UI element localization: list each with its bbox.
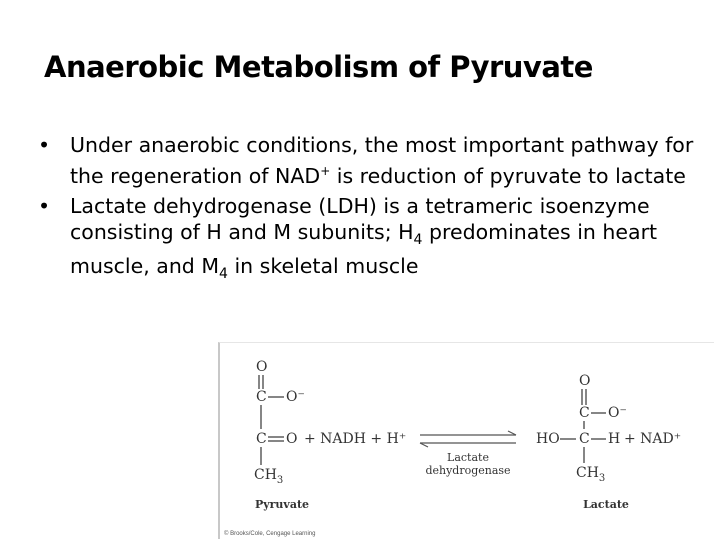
lactate-structure	[536, 373, 681, 484]
copyright-note: © Brooks/Cole, Cengage Learning	[224, 531, 316, 537]
bullet-text-mid: predominates in heart muscle, and M	[70, 219, 658, 278]
subscript-4: 4	[219, 266, 228, 283]
atom-o: O	[286, 431, 298, 447]
hydroxyl-group: HO	[536, 431, 560, 447]
bullet-item-ldh	[38, 193, 698, 287]
enzyme-label-line1: Lactate	[447, 451, 489, 464]
atom-h: H	[608, 431, 621, 447]
atom-o-minus: O⁻	[608, 405, 627, 421]
atom-o: O	[579, 373, 591, 389]
atom-c: C	[256, 431, 267, 447]
equilibrium-arrows	[420, 431, 516, 447]
methyl-group: $CH_3$	[254, 467, 284, 486]
atom-c: C	[256, 389, 267, 405]
product-nad: + NAD⁺	[624, 431, 682, 447]
reagents-nadh: + NADH + H⁺	[304, 431, 407, 447]
lactate-label: Lactate	[583, 498, 629, 511]
bullet-text: Lactate dehydrogenase (LDH) is a tetrameric isoenzyme consisting of H and M subunits; H	[70, 193, 650, 244]
bullet-text: Under anaerobic conditions, the most important pathway for the regeneration of NAD	[70, 133, 694, 188]
bullet-text-tail: in skeletal muscle	[227, 253, 419, 278]
superscript-plus: +	[320, 164, 331, 178]
bullet-item-nad	[38, 132, 698, 189]
slide-title: Anaerobic Metabolism of Pyruvate	[44, 50, 593, 84]
pyruvate-label: Pyruvate	[254, 498, 310, 511]
atom-c: C	[579, 405, 590, 421]
enzyme-label-line2: dehydrogenase	[425, 464, 511, 477]
reaction-figure	[218, 342, 714, 539]
atom-c: C	[579, 431, 590, 447]
atom-o: O	[256, 359, 268, 375]
bullet-text-tail: is reduction of pyruvate to lactate	[330, 163, 686, 188]
bullet-list	[38, 132, 698, 291]
pyruvate-structure	[254, 359, 305, 486]
atom-o-minus: O⁻	[286, 389, 305, 405]
methyl-group: $CH_3$	[576, 465, 606, 484]
reaction-diagram	[220, 343, 714, 539]
subscript-4: 4	[413, 231, 423, 248]
